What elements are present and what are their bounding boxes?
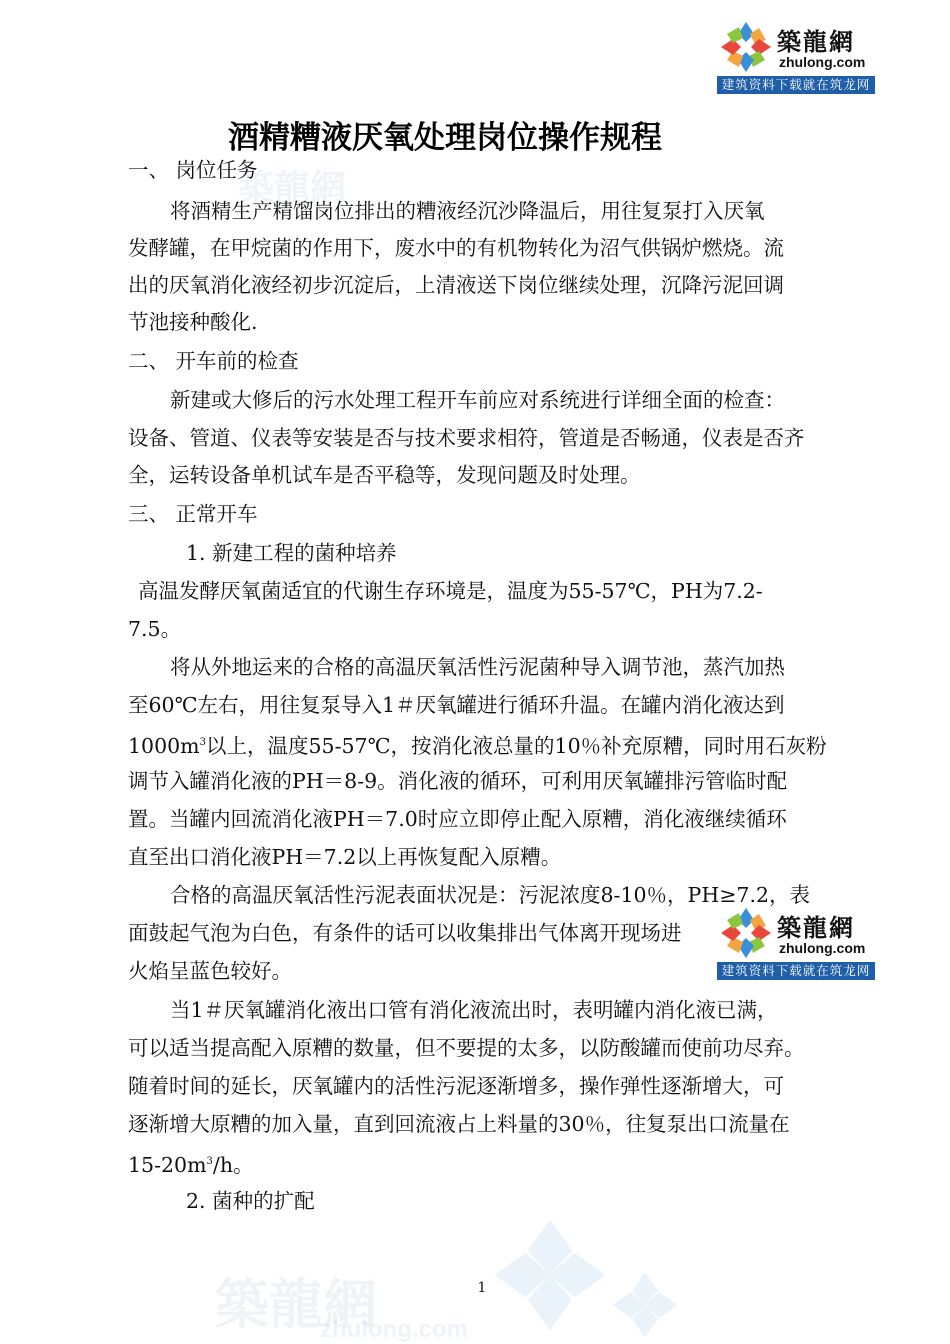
paragraph-line: 7.5。 <box>128 617 182 641</box>
paragraph-line: 至60℃左右，用往复泵导入1＃厌氧罐进行循环升温。在罐内消化液达到 <box>128 693 785 717</box>
logo-slogan: 建筑资料下载就在筑龙网 <box>717 962 875 980</box>
superscript: 3 <box>206 1156 213 1167</box>
section-heading: 三、 正常开车 <box>128 502 258 526</box>
document-title: 酒精糟液厌氧处理岗位操作规程 <box>228 120 662 156</box>
paragraph-line: 调节入罐消化液的PH＝8-9。消化液的循环，可利用厌氧罐排污管临时配 <box>128 769 788 793</box>
logo-slogan: 建筑资料下载就在筑龙网 <box>717 76 875 94</box>
paragraph-line: 新建或大修后的污水处理工程开车前应对系统进行详细全面的检查： <box>170 388 785 412</box>
subsection-heading: 1. 新建工程的菌种培养 <box>186 541 397 565</box>
section-heading: 二、 开车前的检查 <box>128 349 299 373</box>
paragraph-line: 将从外地运来的合格的高温厌氧活性污泥菌种导入调节池，蒸汽加热 <box>170 655 785 679</box>
paragraph-line: 合格的高温厌氧活性污泥表面状况是：污泥浓度8-10％，PH≥7.2，表 <box>170 883 811 907</box>
section-heading: 一、 岗位任务 <box>128 158 258 182</box>
paragraph-line: 直至出口消化液PH＝7.2以上再恢复配入原糟。 <box>128 845 562 869</box>
zhulong-logo-middle <box>717 902 875 980</box>
line-rest: 以上，温度55-57℃，按消化液总量的10％补充原糟，同时用石灰粉 <box>206 733 827 758</box>
logo-brand-cn: 築龍網 <box>777 27 855 56</box>
watermark-url-bottom: zhulong.com <box>320 1316 468 1343</box>
paragraph-line: 面鼓起气泡为白色，有条件的话可以收集排出气体离开现场进 <box>128 921 682 945</box>
flow-value: 15-20m <box>128 1152 207 1177</box>
paragraph-line: 将酒精生产精馏岗位排出的糟液经沉沙降温后，用往复泵打入厌氧 <box>170 199 765 223</box>
superscript: 3 <box>199 737 206 748</box>
subsection-heading: 2. 菌种的扩配 <box>186 1189 315 1213</box>
logo-brand-url: zhulong.com <box>779 940 866 956</box>
paragraph-line: 置。当罐内回流消化液PH＝7.0时应立即停止配入原糟，消化液继续循环 <box>128 807 787 831</box>
flower-logo-icon <box>719 906 773 960</box>
paragraph-line <box>128 1147 254 1180</box>
paragraph-line: 设备、管道、仪表等安装是否与技术要求相符，管道是否畅通，仪表是否齐 <box>128 426 805 450</box>
paragraph-line: 节池接种酸化. <box>128 310 258 334</box>
watermark-text-top: 築龍網 <box>238 167 347 209</box>
paragraph-line: 全，运转设备单机试车是否平稳等，发现问题及时处理。 <box>128 463 641 487</box>
paragraph-line: 当1＃厌氧罐消化液出口管有消化液流出时，表明罐内消化液已满， <box>170 998 778 1022</box>
paragraph-line: 高温发酵厌氧菌适宜的代谢生存环境是，温度为55-57℃，PH为7.2- <box>138 579 763 603</box>
paragraph-line: 火焰呈蓝色较好。 <box>128 959 292 983</box>
paragraph-line: 出的厌氧消化液经初步沉淀后，上清液送下岗位继续处理，沉降污泥回调 <box>128 273 784 297</box>
page-number: 1 <box>477 1280 487 1296</box>
zhulong-logo-top <box>717 16 875 94</box>
paragraph-line: 随着时间的延长，厌氧罐内的活性污泥逐渐增多，操作弹性逐渐增大，可 <box>128 1074 784 1098</box>
logo-brand-cn: 築龍網 <box>777 913 855 942</box>
paragraph-line <box>128 728 827 761</box>
paragraph-line: 逐渐增大原糟的加入量，直到回流液占上料量的30％，往复泵出口流量在 <box>128 1112 790 1136</box>
flow-unit: /h。 <box>212 1152 254 1177</box>
paragraph-line: 可以适当提高配入原糟的数量，但不要提的太多，以防酸罐而使前功尽弃。 <box>128 1036 805 1060</box>
watermark-text-bottom: 築龍網 <box>215 1272 377 1336</box>
watermark-flower-icon <box>490 1215 610 1335</box>
paragraph-line: 发酵罐，在甲烷菌的作用下，废水中的有机物转化为沼气供锅炉燃烧。流 <box>128 236 784 260</box>
flower-logo-icon <box>719 20 773 74</box>
volume-value: 1000m <box>128 733 200 758</box>
logo-brand-url: zhulong.com <box>779 54 866 70</box>
